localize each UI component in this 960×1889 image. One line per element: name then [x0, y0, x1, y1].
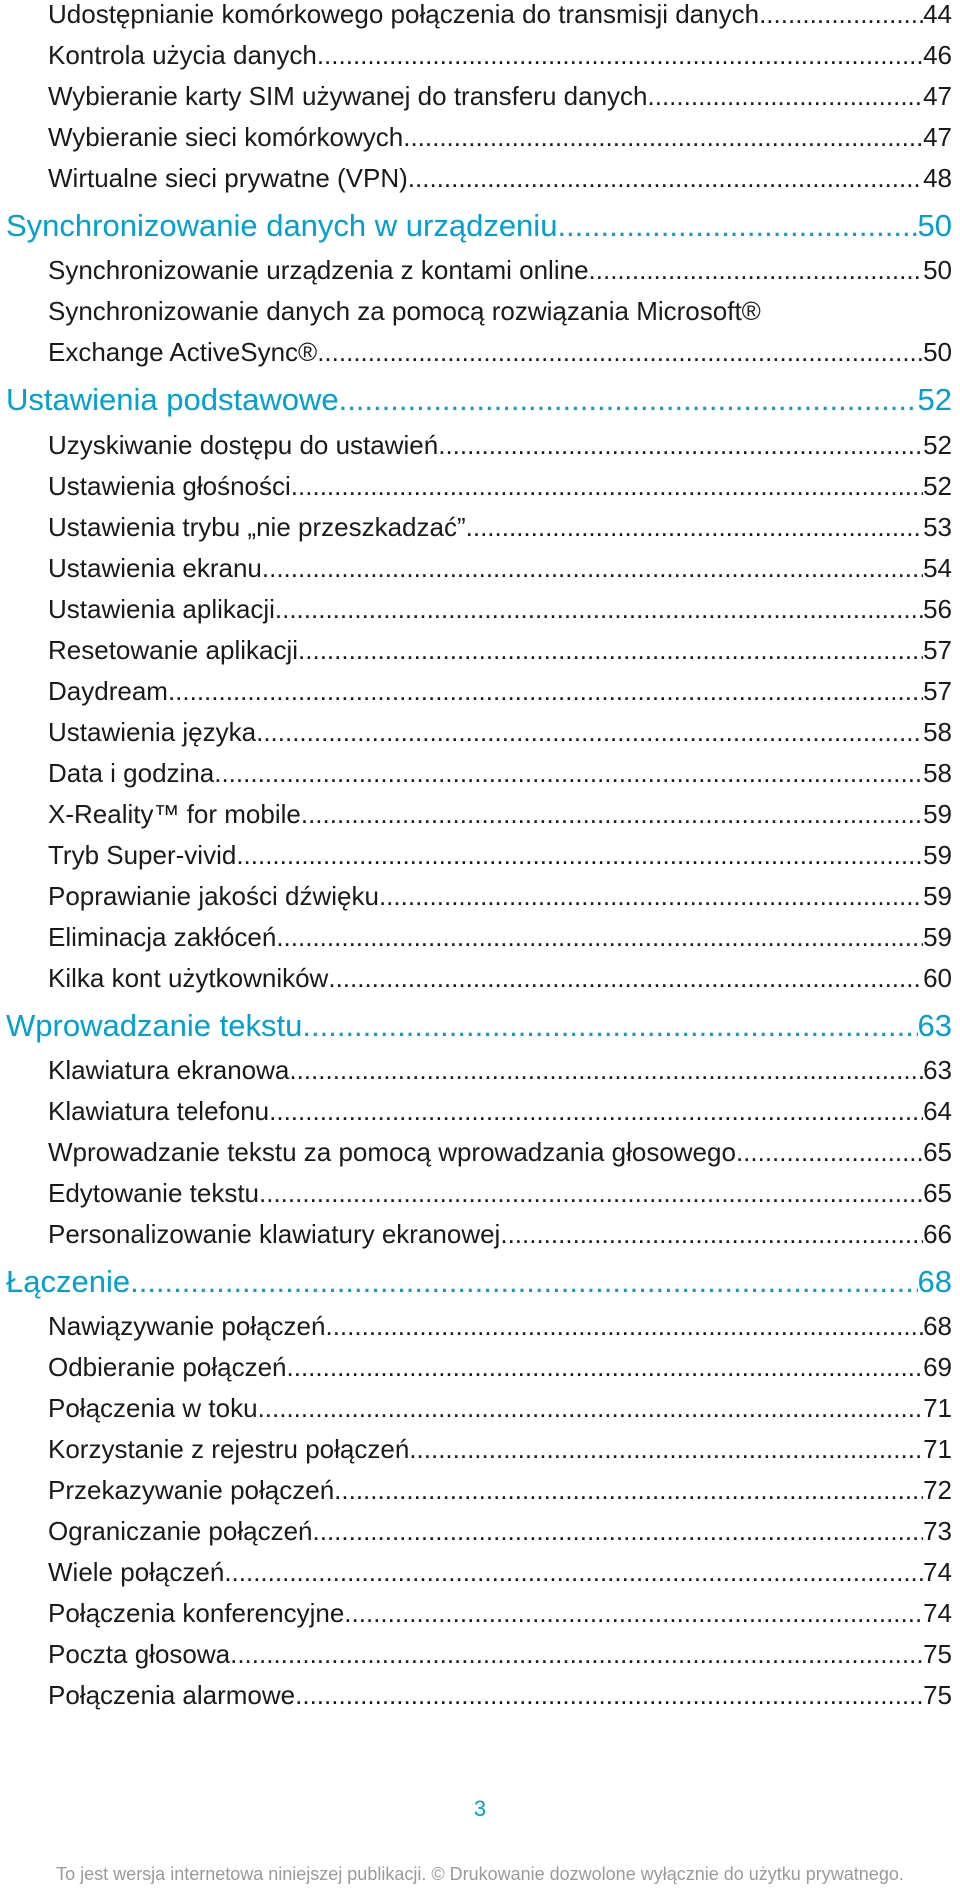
toc-page-number: 47	[923, 81, 952, 111]
toc-entry-title: Exchange ActiveSync®	[48, 337, 318, 367]
toc-entry-title: Poczta głosowa	[48, 1639, 231, 1669]
toc-entry[interactable]	[48, 548, 952, 588]
toc-entry-title: Uzyskiwanie dostępu do ustawień	[48, 430, 439, 460]
toc-page-number: 74	[923, 1598, 952, 1628]
toc-page-number: 59	[923, 922, 952, 952]
toc-entry[interactable]	[48, 1552, 952, 1592]
toc-section-heading[interactable]	[6, 380, 952, 420]
toc-dot-leader	[438, 425, 923, 465]
toc-dot-leader	[500, 1214, 923, 1254]
toc-entry[interactable]	[48, 876, 952, 916]
toc-entry-title: Przekazywanie połączeń	[48, 1475, 335, 1505]
toc-dot-leader	[295, 1675, 923, 1715]
toc-dot-leader	[269, 1091, 923, 1131]
toc-page-number: 56	[923, 594, 952, 624]
footer-note: To jest wersja internetowa niniejszej publikacji. © Drukowanie dozwolone wyłącznie do użytku prywatnego.	[56, 1864, 904, 1884]
toc-page-number: 65	[923, 1178, 952, 1208]
toc-section-heading[interactable]	[6, 1006, 952, 1046]
toc-entry-title: Wybieranie karty SIM używanej do transferu danych	[48, 81, 648, 111]
toc-dot-leader	[648, 76, 924, 116]
toc-dot-leader	[379, 876, 923, 916]
toc-page-number: 72	[923, 1475, 952, 1505]
toc-dot-leader	[256, 712, 923, 752]
toc-dot-leader	[289, 1050, 923, 1090]
toc-entry[interactable]	[48, 1675, 952, 1715]
toc-dot-leader	[258, 1388, 924, 1428]
toc-dot-leader	[287, 1347, 924, 1387]
toc-page-number: 58	[923, 717, 952, 747]
toc-dot-leader	[275, 589, 923, 629]
toc-dot-leader	[736, 1132, 923, 1172]
toc-page-number: 66	[923, 1219, 952, 1249]
toc-section-heading[interactable]	[6, 1262, 952, 1302]
toc-entry-title: Klawiatura telefonu	[48, 1096, 270, 1126]
toc-entry[interactable]	[48, 1634, 952, 1674]
toc-page-number: 68	[923, 1311, 952, 1341]
toc-page-number: 52	[923, 430, 952, 460]
toc-dot-leader	[236, 835, 923, 875]
toc-entry[interactable]	[48, 76, 952, 116]
toc-entry[interactable]	[48, 589, 952, 629]
toc-entry-title: Daydream	[48, 676, 168, 706]
toc-entry[interactable]	[48, 1050, 952, 1090]
toc-page-number: 65	[923, 1137, 952, 1167]
toc-page-number: 52	[917, 382, 952, 417]
toc-entry[interactable]	[48, 1511, 952, 1551]
toc-entry-title: Wiele połączeń	[48, 1557, 225, 1587]
toc-entry[interactable]	[48, 1470, 952, 1510]
toc-dot-leader	[328, 958, 923, 998]
toc-page-number: 68	[917, 1264, 952, 1299]
toc-dot-leader	[291, 466, 923, 506]
toc-entry-title: Tryb Super-vivid	[48, 840, 237, 870]
toc-dot-leader	[325, 1306, 923, 1346]
toc-page-number: 47	[923, 122, 952, 152]
toc-entry[interactable]	[48, 507, 952, 547]
toc-entry[interactable]	[48, 1593, 952, 1633]
toc-page-number: 59	[923, 840, 952, 870]
toc-entry-title: Poprawianie jakości dźwięku	[48, 881, 379, 911]
toc-entry-title: Data i godzina	[48, 758, 215, 788]
toc-dot-leader	[259, 1173, 923, 1213]
toc-entry-title: Wirtualne sieci prywatne (VPN)	[48, 163, 408, 193]
toc-page-number: 64	[923, 1096, 952, 1126]
toc-entry[interactable]	[48, 753, 952, 793]
toc-entry-title: Ustawienia aplikacji	[48, 594, 275, 624]
toc-page-number: 59	[923, 799, 952, 829]
toc-entry-title: Wprowadzanie tekstu za pomocą wprowadzania głosowego	[48, 1137, 736, 1167]
toc-page-number: 73	[923, 1516, 952, 1546]
toc-page-number: 63	[917, 1008, 952, 1043]
toc-page-number: 75	[923, 1680, 952, 1710]
toc-entry-title: Połączenia alarmowe	[48, 1680, 296, 1710]
toc-section-heading[interactable]	[6, 206, 952, 246]
toc-entry-title: Połączenia w toku	[48, 1393, 258, 1423]
toc-entry-title: Synchronizowanie danych w urządzeniu	[6, 208, 558, 243]
toc-entry-title: Kontrola użycia danych	[48, 40, 317, 70]
toc-dot-leader	[230, 1634, 923, 1674]
toc-dot-leader	[276, 917, 923, 957]
toc-dot-leader	[589, 250, 924, 290]
toc-entry-title: Resetowanie aplikacji	[48, 635, 299, 665]
toc-entry-title: Łączenie	[6, 1264, 131, 1299]
toc-entry[interactable]	[48, 958, 952, 998]
toc-dot-leader	[317, 35, 923, 75]
toc-page-number: 74	[923, 1557, 952, 1587]
toc-entry[interactable]	[48, 466, 952, 506]
toc-entry[interactable]	[48, 250, 952, 290]
toc-entry-title: Odbieranie połączeń	[48, 1352, 287, 1382]
toc-entry-title: Synchronizowanie urządzenia z kontami online	[48, 255, 589, 285]
toc-page-number: 44	[923, 0, 952, 29]
toc-entry-title: Ustawienia trybu „nie przeszkadzać”	[48, 512, 466, 542]
toc-dot-leader	[344, 1593, 923, 1633]
toc-page-number: 50	[917, 208, 952, 243]
toc-entry-title: Eliminacja zakłóceń	[48, 922, 277, 952]
toc-dot-leader	[408, 158, 923, 198]
toc-dot-leader	[214, 753, 923, 793]
toc-dot-leader	[313, 1511, 924, 1551]
toc-entry[interactable]	[48, 712, 952, 752]
toc-entry-title: Ograniczanie połączeń	[48, 1516, 313, 1546]
toc-entry-title: Personalizowanie klawiatury ekranowej	[48, 1219, 501, 1249]
toc-entry-title: Ustawienia głośności	[48, 471, 291, 501]
toc-page-number: 63	[923, 1055, 952, 1085]
toc-entry-title: Korzystanie z rejestru połączeń	[48, 1434, 410, 1464]
toc-dot-leader	[301, 794, 923, 834]
toc-entry[interactable]	[48, 1388, 952, 1428]
toc-entry[interactable]	[48, 117, 952, 157]
toc-entry-title: Udostępnianie komórkowego połączenia do transmisji danych	[48, 0, 760, 29]
toc-dot-leader	[224, 1552, 923, 1592]
toc-page-number: 58	[923, 758, 952, 788]
toc-page-number: 71	[923, 1393, 952, 1423]
toc-page-number: 71	[923, 1434, 952, 1464]
toc-dot-leader	[759, 0, 923, 34]
toc-entry[interactable]	[48, 0, 952, 34]
toc-entry-title: Synchronizowanie danych za pomocą rozwiązania Microsoft®	[48, 296, 761, 326]
toc-entry-title: Wprowadzanie tekstu	[6, 1008, 303, 1043]
toc-entry[interactable]	[48, 1306, 952, 1346]
toc-entry-title: Ustawienia ekranu	[48, 553, 262, 583]
toc-dot-leader	[130, 1262, 917, 1302]
toc-dot-leader	[168, 671, 923, 711]
toc-entry[interactable]	[48, 1173, 952, 1213]
toc-entry-title: Ustawienia podstawowe	[6, 382, 339, 417]
toc-entry[interactable]	[48, 291, 952, 331]
page-number: 3	[473, 1796, 487, 1821]
toc-page-number: 75	[923, 1639, 952, 1669]
toc-dot-leader	[262, 548, 923, 588]
toc-entry-title: Wybieranie sieci komórkowych	[48, 122, 404, 152]
toc-entry-title: Ustawienia języka	[48, 717, 257, 747]
toc-page-number: 50	[923, 255, 952, 285]
toc-entry[interactable]	[48, 425, 952, 465]
toc-dot-leader	[317, 332, 923, 372]
toc-entry[interactable]	[48, 794, 952, 834]
toc-page-number: 54	[923, 553, 952, 583]
toc-page-number: 57	[923, 635, 952, 665]
toc-entry-title: Klawiatura ekranowa	[48, 1055, 290, 1085]
toc-page-number: 53	[923, 512, 952, 542]
toc-entry[interactable]	[48, 35, 952, 75]
toc-entry[interactable]	[48, 835, 952, 875]
toc-entry[interactable]	[48, 1214, 952, 1254]
toc-entry[interactable]	[48, 917, 952, 957]
toc-entry-title: Kilka kont użytkowników	[48, 963, 329, 993]
toc-page-number: 46	[923, 40, 952, 70]
toc-entry[interactable]	[48, 1132, 952, 1172]
toc-dot-leader	[302, 1006, 917, 1046]
toc-dot-leader	[298, 630, 923, 670]
toc-entry[interactable]	[48, 158, 952, 198]
toc-dot-leader	[409, 1429, 923, 1469]
toc-entry[interactable]	[48, 332, 952, 372]
toc-page-number: 57	[923, 676, 952, 706]
toc-page-number: 48	[923, 163, 952, 193]
toc-entry-title: Połączenia konferencyjne	[48, 1598, 345, 1628]
toc-dot-leader	[466, 507, 923, 547]
toc-entry-title: Edytowanie tekstu	[48, 1178, 260, 1208]
toc-page-number: 59	[923, 881, 952, 911]
toc-dot-leader	[403, 117, 923, 157]
toc-entry-title: Nawiązywanie połączeń	[48, 1311, 326, 1341]
toc-entry[interactable]	[48, 1429, 952, 1469]
toc-entry[interactable]	[48, 630, 952, 670]
toc-page-number: 69	[923, 1352, 952, 1382]
toc-entry[interactable]	[48, 1091, 952, 1131]
toc-page-number: 52	[923, 471, 952, 501]
toc-dot-leader	[557, 206, 917, 246]
toc-entry[interactable]	[48, 671, 952, 711]
toc-page-number: 50	[923, 337, 952, 367]
toc-entry-title: X-Reality™ for mobile	[48, 799, 301, 829]
toc-entry[interactable]	[48, 1347, 952, 1387]
toc-dot-leader	[339, 380, 918, 420]
toc-page-number: 60	[923, 963, 952, 993]
toc-dot-leader	[334, 1470, 923, 1510]
